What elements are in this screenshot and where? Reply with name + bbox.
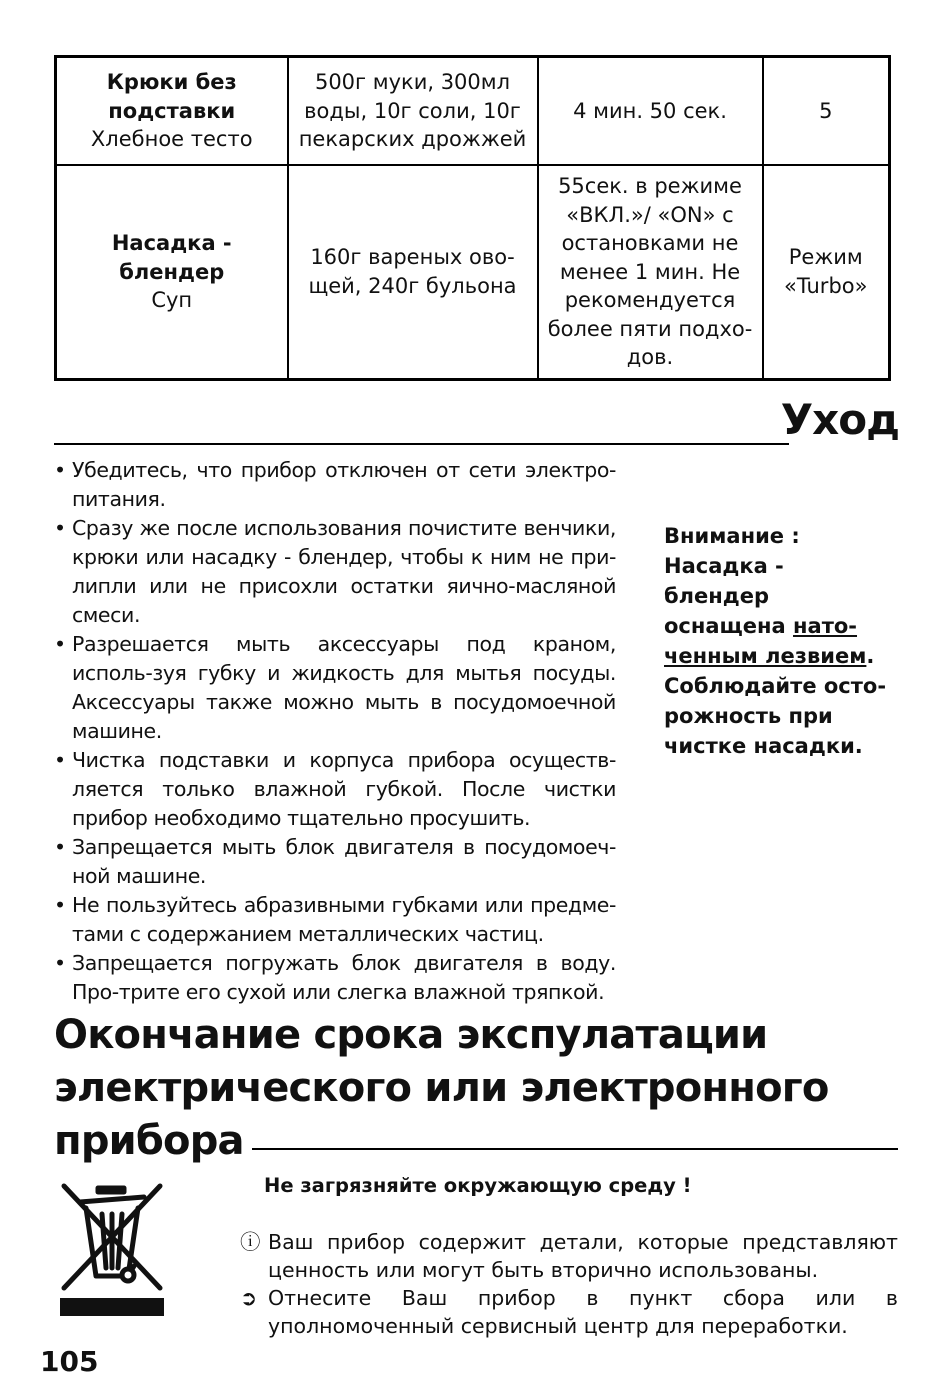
table-cell-ingredients: 500г муки, 300мл воды, 10г соли, 10г пекарских дрожжей [288,57,538,166]
warning-text-start: Внимание : Насадка - блендер оснащена [664,524,800,638]
warning-underlined-text: нато-ченным лезвием [664,614,867,668]
arrow-icon: ➲ [240,1286,258,1310]
list-item: • Чистка подставки и корпуса прибора осуществ-ляется только влажной губкой. После чистки прибор необходимо тщательно просушить. [54,746,616,833]
environment-heading: Не загрязняйте окружающую среду ! [264,1174,692,1197]
table-cell-accessory [56,165,288,379]
list-item: • Запрещается мыть блок двигателя в посудомоеч-ной машине. [54,833,616,891]
recycle-instruction [240,1284,898,1340]
table-row [56,57,890,166]
list-item: • Сразу же после использования почистите венчики, крюки или насадку - блендер, чтобы к ним не при-липли или не присохли остатки яично-масляной смеси. [54,514,616,630]
disposal-title: Окончание срока экспулатации электрического или электронного прибора [54,1012,829,1164]
list-item: • Разрешается мыть аксессуары под краном, исполь-зуя губку и жидкость для мытья посуды. Аксессуары также можно мыть в посудомоечной машине. [54,630,616,746]
usage-table [54,55,891,381]
care-heading: Уход [780,395,899,444]
crossed-out-bin-icon [58,1180,166,1318]
table-cell-time: 4 мин. 50 сек. [538,57,763,166]
instruction-text: Отнесите Ваш прибор в пункт сбора или в уполномоченный сервисный центр для переработки. [268,1286,898,1338]
table-cell-speed: Режим «Turbo» [763,165,890,379]
title-rule [252,1148,898,1150]
warning-text-end: . Соблюдайте осто-рожность при чистке насадки. [664,644,887,758]
table-cell-accessory [56,57,288,166]
table-row [56,165,890,379]
info-text: Ваш прибор содержит детали, которые представляют ценность или могут быть вторично использованы. [268,1230,898,1282]
info-icon: ⓘ [240,1230,261,1254]
accessory-name: Насадка - блендер [111,231,232,284]
heading-rule [54,443,789,445]
list-item: • Убедитесь, что прибор отключен от сети электро-питания. [54,456,616,514]
list-item: • Не пользуйтесь абразивными губками или предме-тами с содержанием металлических частиц. [54,891,616,949]
list-item: • Запрещается погружать блок двигателя в воду. Про-трите его сухой или слегка влажной тряпкой. [54,949,616,1007]
recycle-info [240,1228,898,1284]
care-section-header [54,395,899,451]
dish-name: Хлебное тесто [90,127,253,152]
care-list [54,456,616,1007]
accessory-name: Крюки без подставки [106,70,237,123]
dish-name: Суп [151,288,193,312]
page-number: 105 [40,1345,99,1378]
blade-warning [664,521,896,761]
table-cell-ingredients: 160г вареных ово-щей, 240г бульона [288,165,538,379]
table-cell-time: 55сек. в режиме «ВКЛ.»/ «ON» с остановками не менее 1 мин. Не рекомендуется более пяти подхо-дов. [538,165,763,379]
table-cell-speed: 5 [763,57,890,166]
